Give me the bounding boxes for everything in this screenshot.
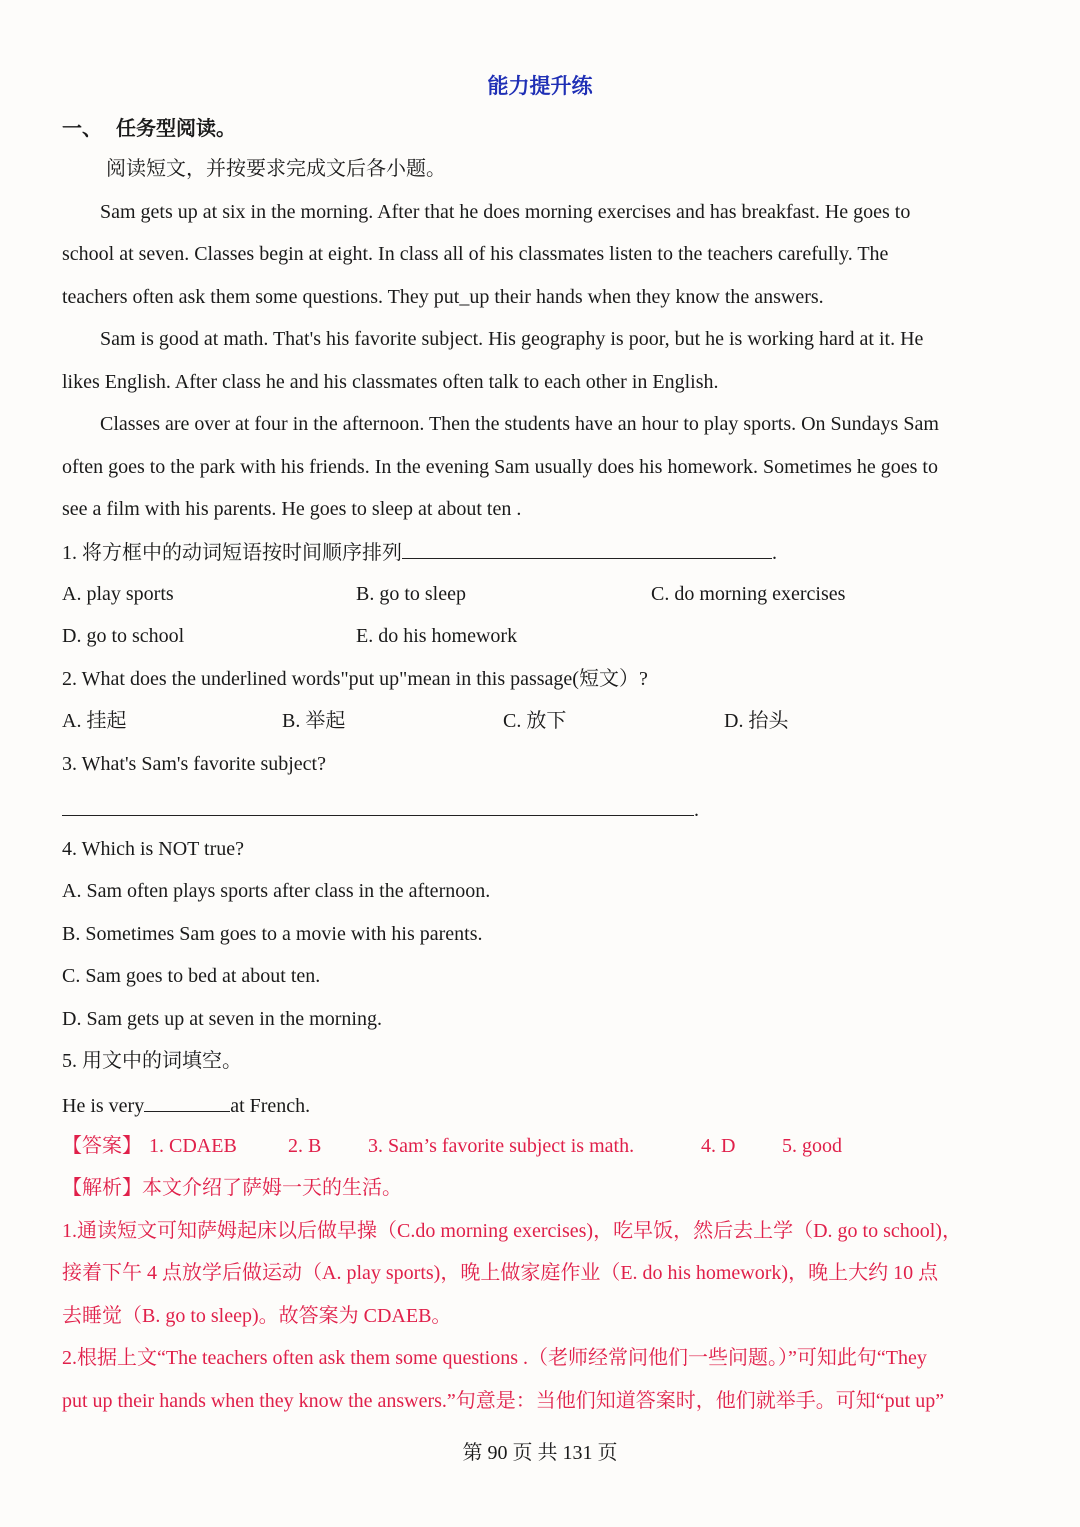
passage-line: see a film with his parents. He goes to sleep at about ten . — [62, 498, 522, 520]
question-1-end: . — [772, 542, 777, 564]
answer-blank[interactable] — [144, 1091, 230, 1112]
analysis-line: 接着下午 4 点放学后做运动（A. play sports)，晚上做家庭作业（E. do his homework)，晚上大约 10 点 — [62, 1262, 939, 1284]
option: D. Sam gets up at seven in the morning. — [62, 1008, 382, 1030]
analysis-line: 去睡觉（B. go to sleep)。故答案为 CDAEB。 — [62, 1305, 452, 1327]
sentence-start: He is very — [62, 1095, 145, 1117]
option: B. go to sleep — [356, 583, 466, 605]
answer-item: 4. D — [701, 1135, 736, 1157]
option: C. do morning exercises — [651, 583, 846, 605]
passage-line: Classes are over at four in the afternoon. Then the students have an hour to play sports. On Sundays Sam — [100, 413, 939, 435]
answer-blank[interactable] — [402, 538, 772, 559]
option: A. play sports — [62, 583, 174, 605]
question-5-sentence — [62, 1091, 1018, 1119]
section-number: 一、 — [62, 116, 102, 140]
sentence-end: at French. — [230, 1095, 311, 1117]
question-2-stem: 2. What does the underlined words"put up"mean in this passage(短文）? — [62, 668, 648, 690]
passage-line: Sam is good at math. That's his favorite subject. His geography is poor, but he is working hard at it. He — [100, 328, 924, 350]
option: B. 举起 — [282, 710, 346, 732]
question-1-stem: 1. 将方框中的动词短语按时间顺序排列 — [62, 542, 402, 564]
answer-item: 5. good — [782, 1135, 842, 1157]
page-title: 能力提升练 — [487, 74, 593, 98]
question-3-answer-line — [62, 795, 1018, 823]
question-3-stem: 3. What's Sam's favorite subject? — [62, 753, 326, 775]
passage-line: likes English. After class he and his classmates often talk to each other in English. — [62, 371, 719, 393]
answer-blank[interactable] — [62, 795, 694, 816]
passage-line: Sam gets up at six in the morning. After that he does morning exercises and has breakfast. He goes to — [100, 201, 911, 223]
passage-line: school at seven. Classes begin at eight. In class all of his classmates listen to the teachers carefully. The — [62, 243, 889, 265]
analysis-label: 【解析】 — [62, 1177, 142, 1199]
instruction: 阅读短文，并按要求完成文后各小题。 — [106, 158, 446, 180]
question-4-stem: 4. Which is NOT true? — [62, 838, 245, 860]
option: A. Sam often plays sports after class in the afternoon. — [62, 880, 491, 902]
section-heading — [62, 112, 236, 141]
question-3-end: . — [694, 799, 699, 821]
passage-line: teachers often ask them some questions. They put_up their hands when they know the answers. — [62, 286, 824, 308]
passage-line: often goes to the park with his friends. In the evening Sam usually does his homework. Sometimes he goes to — [62, 456, 938, 478]
analysis-intro: 本文介绍了萨姆一天的生活。 — [142, 1177, 402, 1199]
question-5-stem: 5. 用文中的词填空。 — [62, 1050, 242, 1072]
option: E. do his homework — [356, 625, 518, 647]
analysis-line: 2.根据上文“The teachers often ask them some questions .（老师经常问他们一些问题。）”可知此句“They — [62, 1347, 927, 1369]
answer-item: 2. B — [288, 1135, 322, 1157]
analysis-line: 1.通读短文可知萨姆起床以后做早操（C.do morning exercises)，吃早饭，然后去上学（D. go to school)， — [62, 1220, 962, 1242]
option: B. Sometimes Sam goes to a movie with his parents. — [62, 923, 483, 945]
question-1 — [62, 538, 1018, 566]
option: C. 放下 — [503, 710, 567, 732]
section-label: 任务型阅读。 — [116, 116, 236, 140]
analysis-heading — [62, 1175, 1018, 1201]
answer-item: 3. Sam’s favorite subject is math. — [368, 1135, 635, 1157]
option: A. 挂起 — [62, 710, 127, 732]
answer-label: 【答案】 — [62, 1135, 142, 1157]
answer-item: 1. CDAEB — [149, 1135, 237, 1157]
option: D. go to school — [62, 625, 185, 647]
page-footer: 第 90 页 共 131 页 — [462, 1442, 618, 1464]
analysis-line: put up their hands when they know the answers.”句意是：当他们知道答案时，他们就举手。可知“put up” — [62, 1390, 945, 1412]
option: C. Sam goes to bed at about ten. — [62, 965, 321, 987]
option: D. 抬头 — [724, 710, 789, 732]
